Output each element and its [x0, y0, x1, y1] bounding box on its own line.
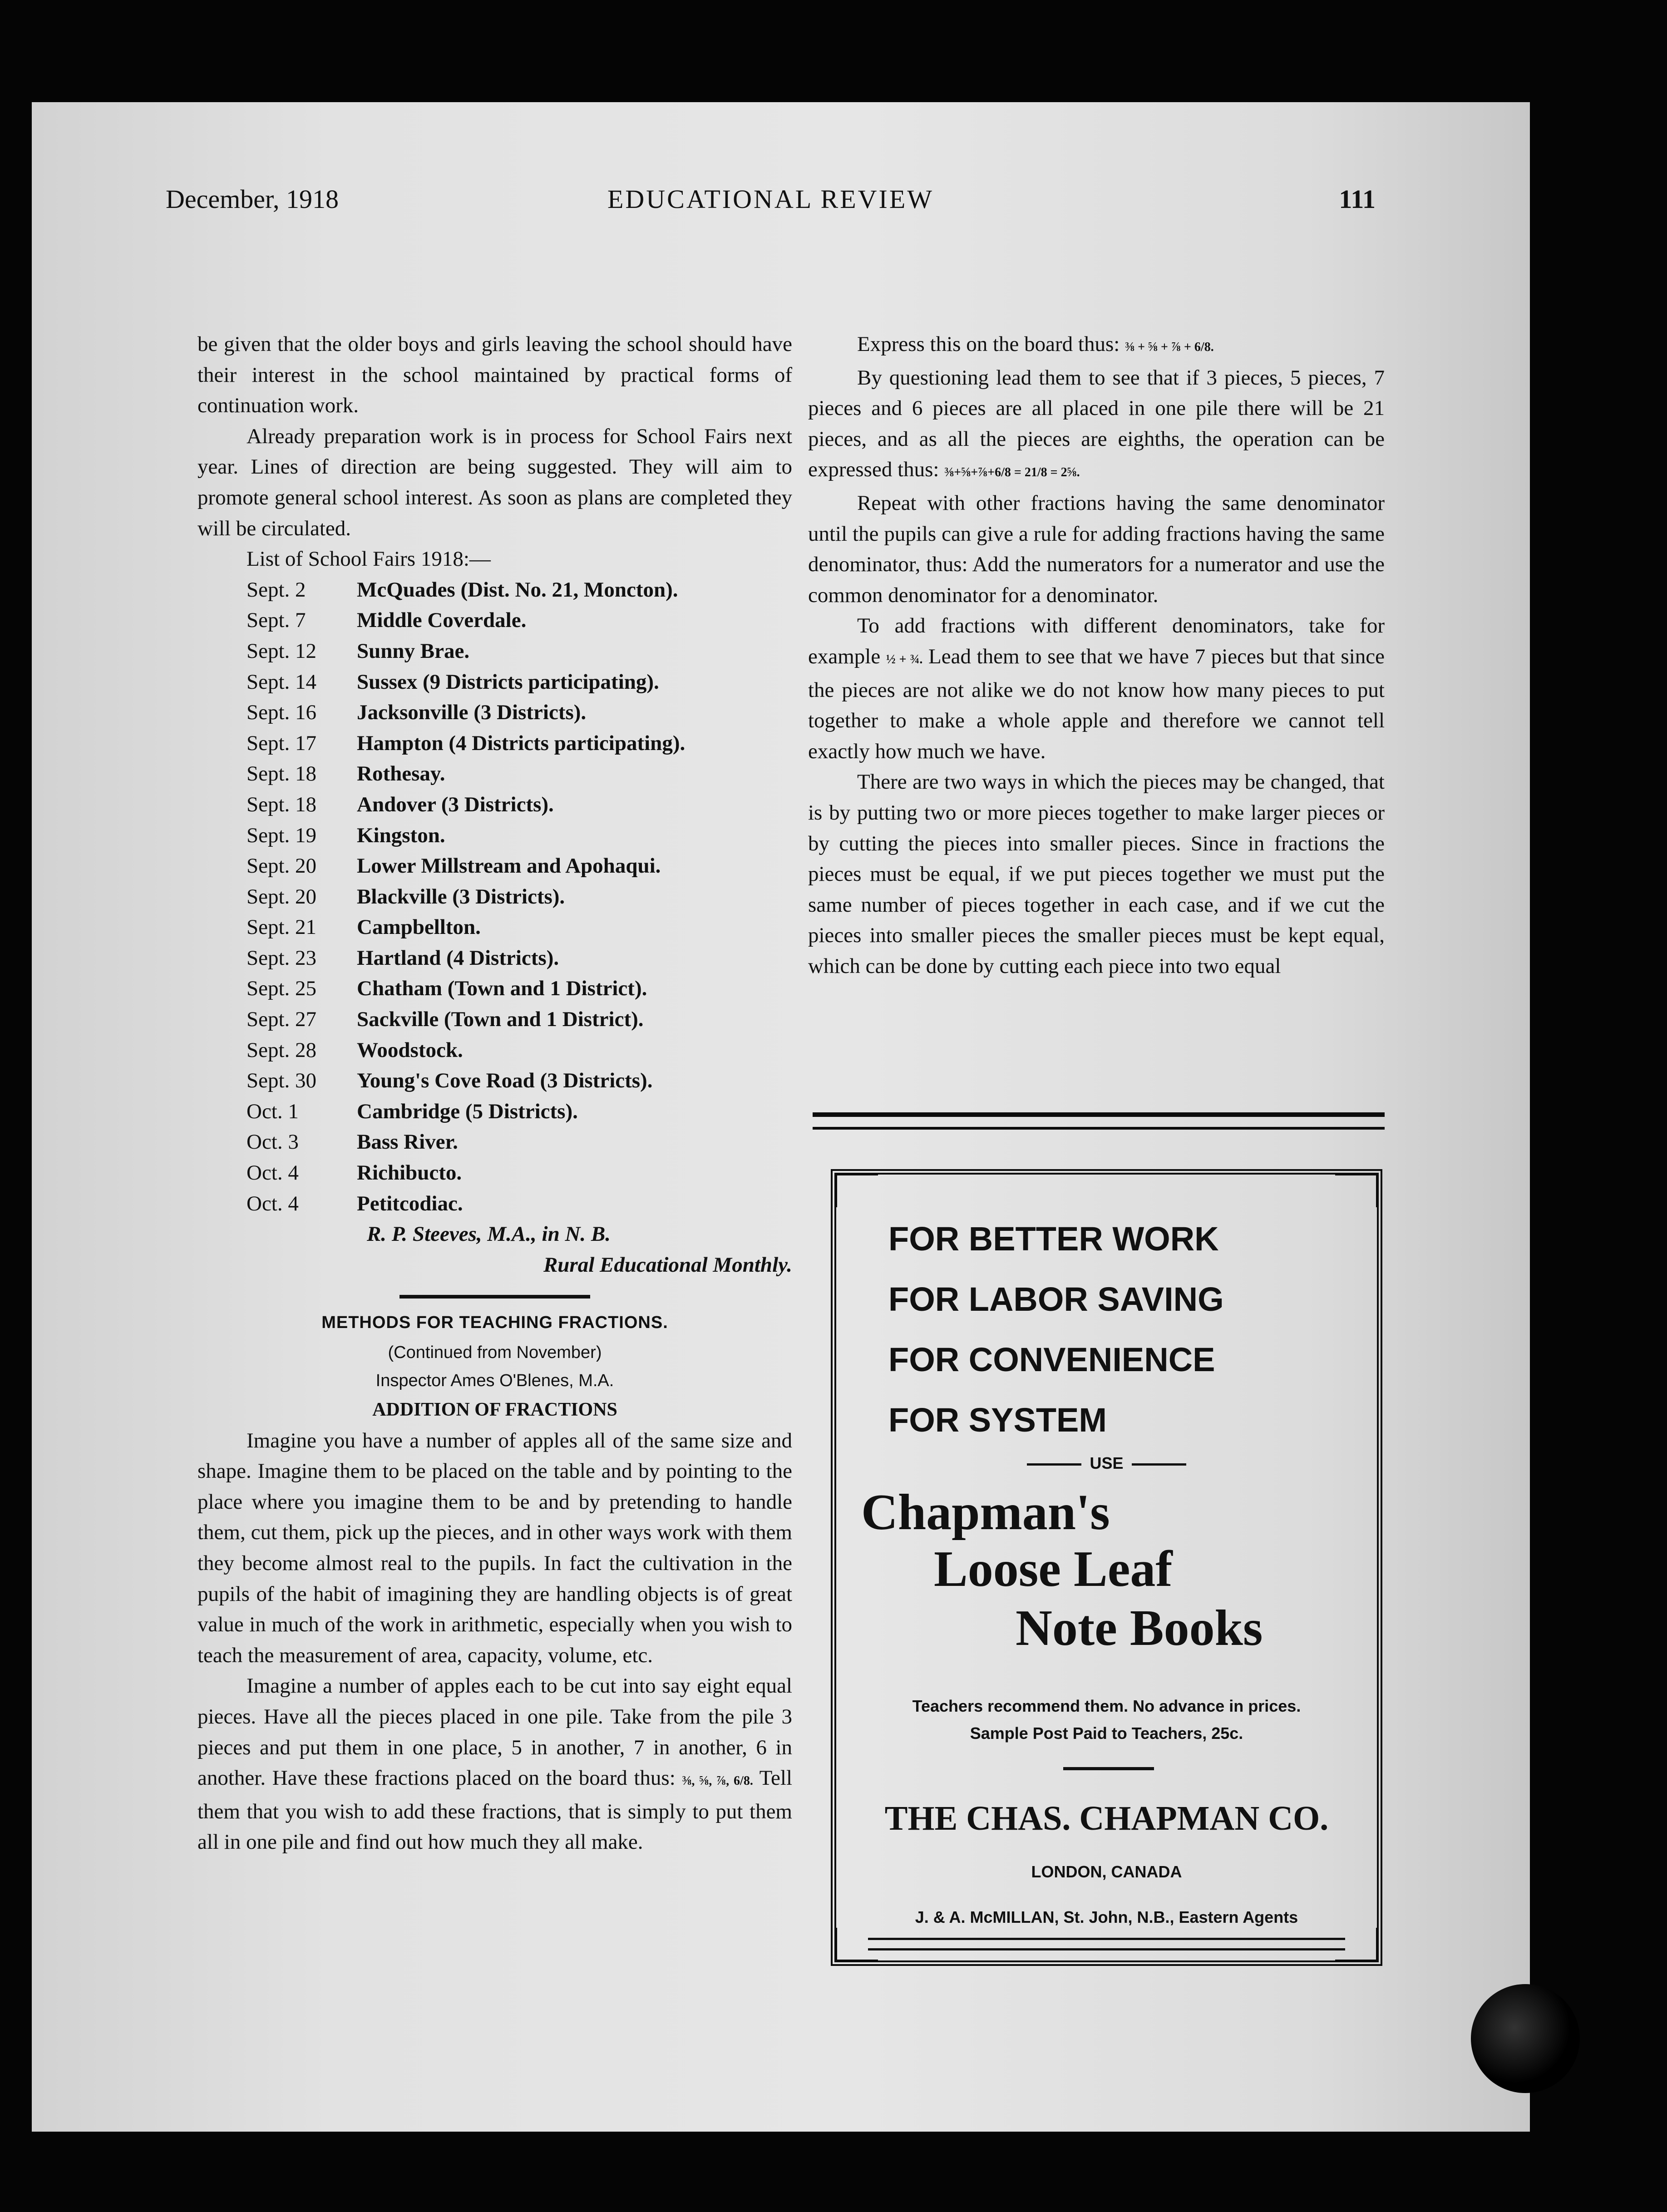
article-section-heading: ADDITION OF FRACTIONS — [372, 1399, 617, 1420]
ad-brand-line-2: Loose Leaf — [934, 1541, 1173, 1597]
fair-entry — [247, 1035, 792, 1066]
ad-tagline-2: Sample Post Paid to Teachers, 25c. — [970, 1724, 1243, 1743]
article-title: METHODS FOR TEACHING FRACTIONS. — [321, 1313, 668, 1333]
fair-place: Hartland (4 Districts). — [357, 946, 559, 970]
fair-entry — [247, 575, 792, 606]
ad-divider — [1063, 1767, 1154, 1770]
fair-entry — [247, 1066, 792, 1096]
fair-place: Woodstock. — [357, 1038, 463, 1062]
fair-date: Sept. 19 — [247, 823, 317, 847]
fair-date: Sept. 27 — [247, 1007, 317, 1032]
intro-paragraph-1: be given that the older boys and girls leaving the school should have their interest in the school maintained by practical forms of continuation work. — [197, 332, 792, 418]
ad-use-label: USE — [1090, 1454, 1124, 1472]
right-paragraph-3: Repeat with other fractions having the same denominator until the pupils can give a rule for adding fractions having the same denominator, thus: Add the numerators for a numerator and use the common denominator for a denominator. — [808, 491, 1385, 607]
ad-agents: J. & A. McMILLAN, St. John, N.B., Eastern Agents — [915, 1908, 1298, 1926]
section-divider — [399, 1295, 590, 1299]
fair-date: Oct. 3 — [247, 1130, 299, 1154]
right-paragraph-4-end: Lead them to see that we have 7 pieces but that since the pieces are not alike we do not know how many pieces to put together to make a whole apple and therefore we cannot tell exactly how much we have. — [808, 644, 1385, 763]
right-column — [808, 329, 1385, 982]
article-paragraph-2 — [197, 1671, 792, 1858]
ad-company-name: THE CHAS. CHAPMAN CO. — [884, 1799, 1329, 1837]
fair-date: Sept. 2 — [247, 578, 306, 602]
signature — [197, 1219, 792, 1280]
fair-place: Campbellton. — [357, 915, 481, 939]
page-header — [166, 175, 1376, 220]
fair-date: Sept. 20 — [247, 884, 317, 908]
issue-date: December, 1918 — [166, 184, 339, 214]
fair-place: Richibucto. — [357, 1161, 462, 1185]
fair-place: Sunny Brae. — [357, 639, 470, 663]
fair-date: Sept. 25 — [247, 977, 317, 1001]
right-paragraph-2-text: By questioning lead them to see that if 3 pieces, 5 pieces, 7 pieces and 6 pieces are all placed in one pile there will be 21 pieces, and as all the pieces are eighths, the operation can be expressed thus: — [808, 365, 1385, 482]
ad-brand-line-1: Chapman's — [861, 1484, 1110, 1540]
fair-date: Sept. 17 — [247, 731, 317, 755]
ornament-corner — [834, 1173, 878, 1207]
article-paragraph-1: Imagine you have a number of apples all of the same size and shape. Imagine them to be placed on the table and by pointing to the place where you imagine them to be and by pretending to handle them, cut them, pick up the pieces, and in other ways work with them they become almost real to the pupils. In fact the cultivation in the pupils of the habit of imagining they are handling objects is of great value in much of the work in arithmetic, especially when you wish to teach the measurement of area, capacity, volume, etc. — [197, 1428, 792, 1667]
right-paragraph-2 — [808, 363, 1385, 488]
fair-date: Sept. 12 — [247, 639, 317, 663]
fairs-heading: List of School Fairs 1918:— — [247, 547, 491, 571]
school-fairs-list — [197, 575, 792, 1219]
fair-entry — [247, 1158, 792, 1189]
fraction-expression-2: ⅜+⅝+⅞+6/8 = 21/8 = 2⅝. — [944, 465, 1080, 480]
fair-date: Sept. 18 — [247, 792, 317, 816]
fair-entry — [247, 1127, 792, 1158]
fair-entry — [247, 605, 792, 636]
page-number: 111 — [1339, 184, 1376, 214]
ad-benefit-line: FOR SYSTEM — [888, 1401, 1107, 1439]
fair-place: Lower Millstream and Apohaqui. — [357, 854, 661, 878]
fair-place: Blackville (3 Districts). — [357, 884, 565, 908]
fair-date: Sept. 14 — [247, 670, 317, 694]
fair-place: Kingston. — [357, 823, 445, 847]
fair-entry — [247, 912, 792, 943]
right-paragraph-4 — [808, 611, 1385, 767]
fair-date: Sept. 21 — [247, 915, 317, 939]
ad-bottom-border — [868, 1938, 1345, 1950]
ad-benefits — [888, 1209, 1224, 1450]
fair-date: Oct. 1 — [247, 1099, 299, 1123]
fair-entry — [247, 1004, 792, 1035]
fair-place: Chatham (Town and 1 District). — [357, 977, 647, 1001]
intro-paragraph-2: Already preparation work is in process for School Fairs next year. Lines of direction are being suggested. They will aim to promote general school interest. As soon as plans are completed they will be circulated. — [197, 424, 792, 540]
column-divider-rule — [813, 1112, 1385, 1130]
fair-entry — [247, 882, 792, 913]
article-continued: (Continued from November) — [388, 1343, 602, 1362]
fair-entry — [247, 636, 792, 667]
fair-entry — [247, 667, 792, 698]
fair-entry — [247, 728, 792, 759]
fair-entry — [247, 1189, 792, 1220]
right-paragraph-1-text: Express this on the board thus: — [857, 332, 1120, 356]
fair-date: Sept. 16 — [247, 701, 317, 725]
article-paragraph-2-end: Tell them that you wish to add these fractions, that is simply to put them all in one pile and find out how much they all make. — [197, 1766, 793, 1854]
ad-location: LONDON, CANADA — [1031, 1862, 1182, 1881]
right-paragraph-4-start: To add fractions with different denominators, take for example — [808, 614, 1385, 668]
fair-place: Andover (3 Districts). — [357, 792, 554, 816]
fair-date: Sept. 28 — [247, 1038, 317, 1062]
fair-entry — [247, 820, 792, 851]
fair-place: Hampton (4 Districts participating). — [357, 731, 686, 755]
fair-place: Middle Coverdale. — [357, 608, 527, 632]
fair-place: McQuades (Dist. No. 21, Moncton). — [357, 578, 678, 602]
right-paragraph-1 — [808, 329, 1385, 363]
fair-entry — [247, 943, 792, 974]
fair-date: Oct. 4 — [247, 1161, 299, 1185]
fair-entry — [247, 759, 792, 790]
fraction-list: ⅜, ⅝, ⅞, 6/8. — [682, 1774, 753, 1788]
fair-entry — [247, 851, 792, 882]
ad-benefit-line: FOR LABOR SAVING — [888, 1280, 1224, 1318]
ornament-corner — [1335, 1173, 1379, 1207]
fair-date: Sept. 18 — [247, 762, 317, 786]
ad-use-line — [836, 1454, 1377, 1473]
fair-entry — [247, 1096, 792, 1127]
fair-place: Young's Cove Road (3 Districts). — [357, 1069, 653, 1093]
journal-title: EDUCATIONAL REVIEW — [607, 184, 934, 214]
fair-date: Sept. 7 — [247, 608, 306, 632]
fraction-expression-1: ⅜ + ⅝ + ⅞ + 6/8. — [1125, 340, 1214, 354]
fair-place: Jacksonville (3 Districts). — [357, 701, 587, 725]
fair-entry — [247, 790, 792, 820]
fair-place: Bass River. — [357, 1130, 458, 1154]
chapman-advertisement — [831, 1169, 1382, 1966]
article-paragraph-2-start: Imagine a number of apples each to be cut into say eight equal pieces. Have all the pieces placed in one pile. Take from the pile 3 pieces and put them in one place, 5 in another, 7 in another, 6 in another. Have these fractions placed on the board thus: — [197, 1674, 792, 1790]
fair-date: Sept. 20 — [247, 854, 317, 878]
film-artifact — [1471, 1984, 1580, 2093]
fair-place: Petitcodiac. — [357, 1191, 463, 1215]
fair-place: Sussex (9 Districts participating). — [357, 670, 659, 694]
ad-benefit-line: FOR CONVENIENCE — [888, 1341, 1215, 1378]
fraction-expression-3: ½ + ¾. — [886, 652, 923, 667]
fair-place: Rothesay. — [357, 762, 445, 786]
left-column — [197, 329, 792, 1858]
signature-source: Rural Educational Monthly. — [543, 1253, 792, 1277]
fair-date: Sept. 30 — [247, 1069, 317, 1093]
fair-place: Cambridge (5 Districts). — [357, 1099, 578, 1123]
ad-brand-line-3: Note Books — [1016, 1600, 1263, 1656]
fair-place: Sackville (Town and 1 District). — [357, 1007, 644, 1032]
ad-tagline-1: Teachers recommend them. No advance in prices. — [912, 1697, 1301, 1715]
fair-entry — [247, 973, 792, 1004]
fair-date: Oct. 4 — [247, 1191, 299, 1215]
right-paragraph-5: There are two ways in which the pieces may be changed, that is by putting two or more pieces together to make larger pieces or by cutting the pieces into smaller pieces. Since in fractions the pieces must be equal, if we put pieces together we must put the same number of pieces together in each case, and if we cut the pieces into smaller pieces the smaller pieces must be kept equal, which can be done by cutting each piece into two equal — [808, 770, 1385, 978]
ad-benefit-line: FOR BETTER WORK — [888, 1220, 1219, 1258]
signature-author: R. P. Steeves, M.A., in N. B. — [366, 1222, 611, 1246]
fair-date: Sept. 23 — [247, 946, 317, 970]
fair-entry — [247, 697, 792, 728]
article-author: Inspector Ames O'Blenes, M.A. — [375, 1371, 614, 1390]
